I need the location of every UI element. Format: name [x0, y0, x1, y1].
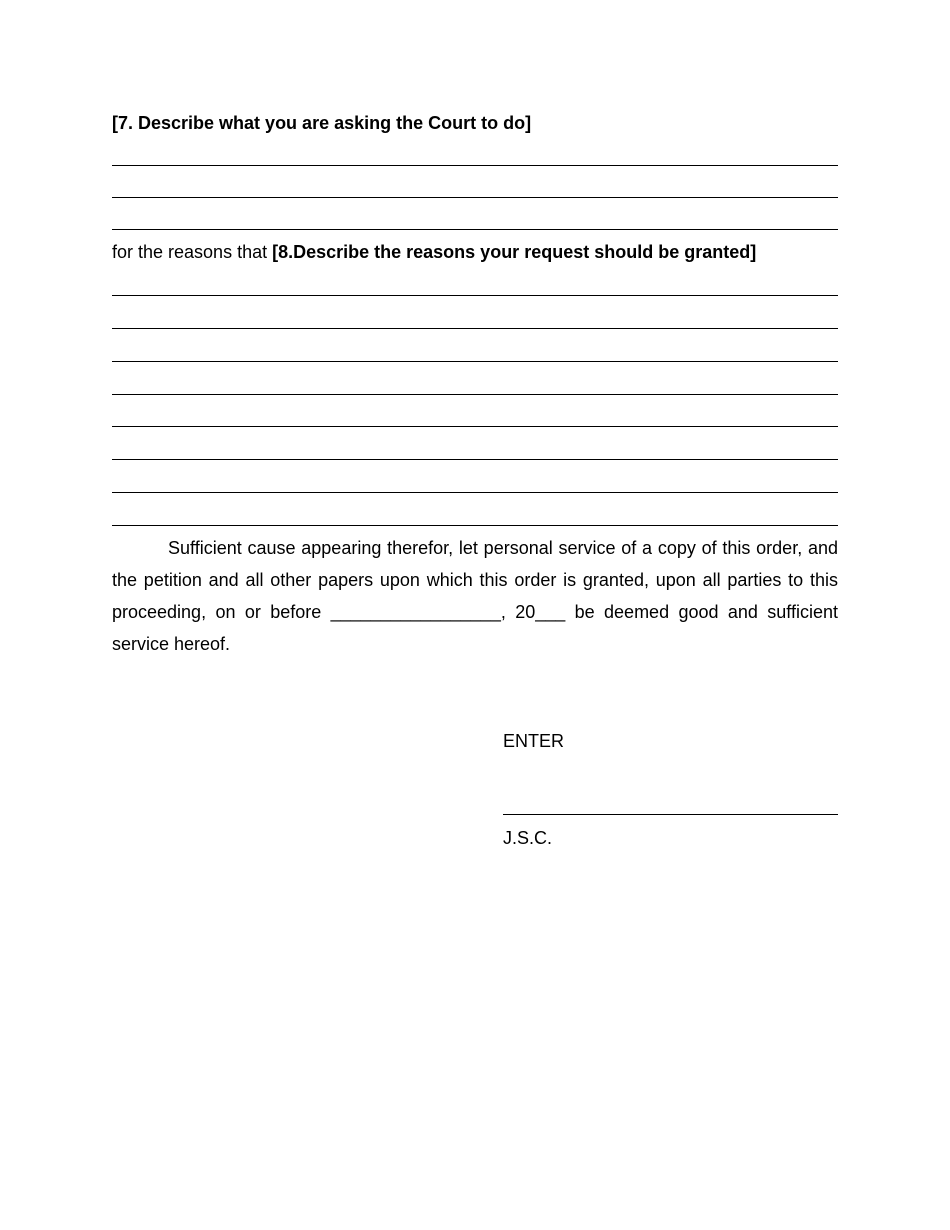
answer-line-7-1[interactable]	[112, 165, 838, 166]
answer-line-8-3[interactable]	[112, 361, 838, 362]
enter-label: ENTER	[503, 731, 565, 751]
section-7-heading: [7. Describe what you are asking the Court to do]	[112, 113, 532, 133]
judge-title: J.S.C.	[503, 828, 553, 848]
judge-signature-line[interactable]	[503, 814, 838, 815]
answer-line-8-8[interactable]	[112, 525, 838, 526]
answer-line-8-6[interactable]	[112, 459, 838, 460]
answer-line-8-4[interactable]	[112, 394, 838, 395]
service-order-paragraph: Sufficient cause appearing therefor, let personal service of a copy of this order, and the petition and all other papers upon which this order is granted, upon all parties to this proceeding, on or before _________________, 20___ be deemed good and sufficient service hereof.	[112, 538, 838, 654]
answer-line-8-7[interactable]	[112, 492, 838, 493]
answer-line-8-1[interactable]	[112, 295, 838, 296]
answer-line-7-3[interactable]	[112, 229, 838, 230]
answer-line-8-5[interactable]	[112, 426, 838, 427]
answer-line-7-2[interactable]	[112, 197, 838, 198]
reasons-intro-text: for the reasons that	[112, 242, 273, 262]
section-8-heading: [8.Describe the reasons your request should be granted]	[272, 242, 757, 262]
answer-line-8-2[interactable]	[112, 328, 838, 329]
reasons-intro-line	[112, 242, 756, 262]
